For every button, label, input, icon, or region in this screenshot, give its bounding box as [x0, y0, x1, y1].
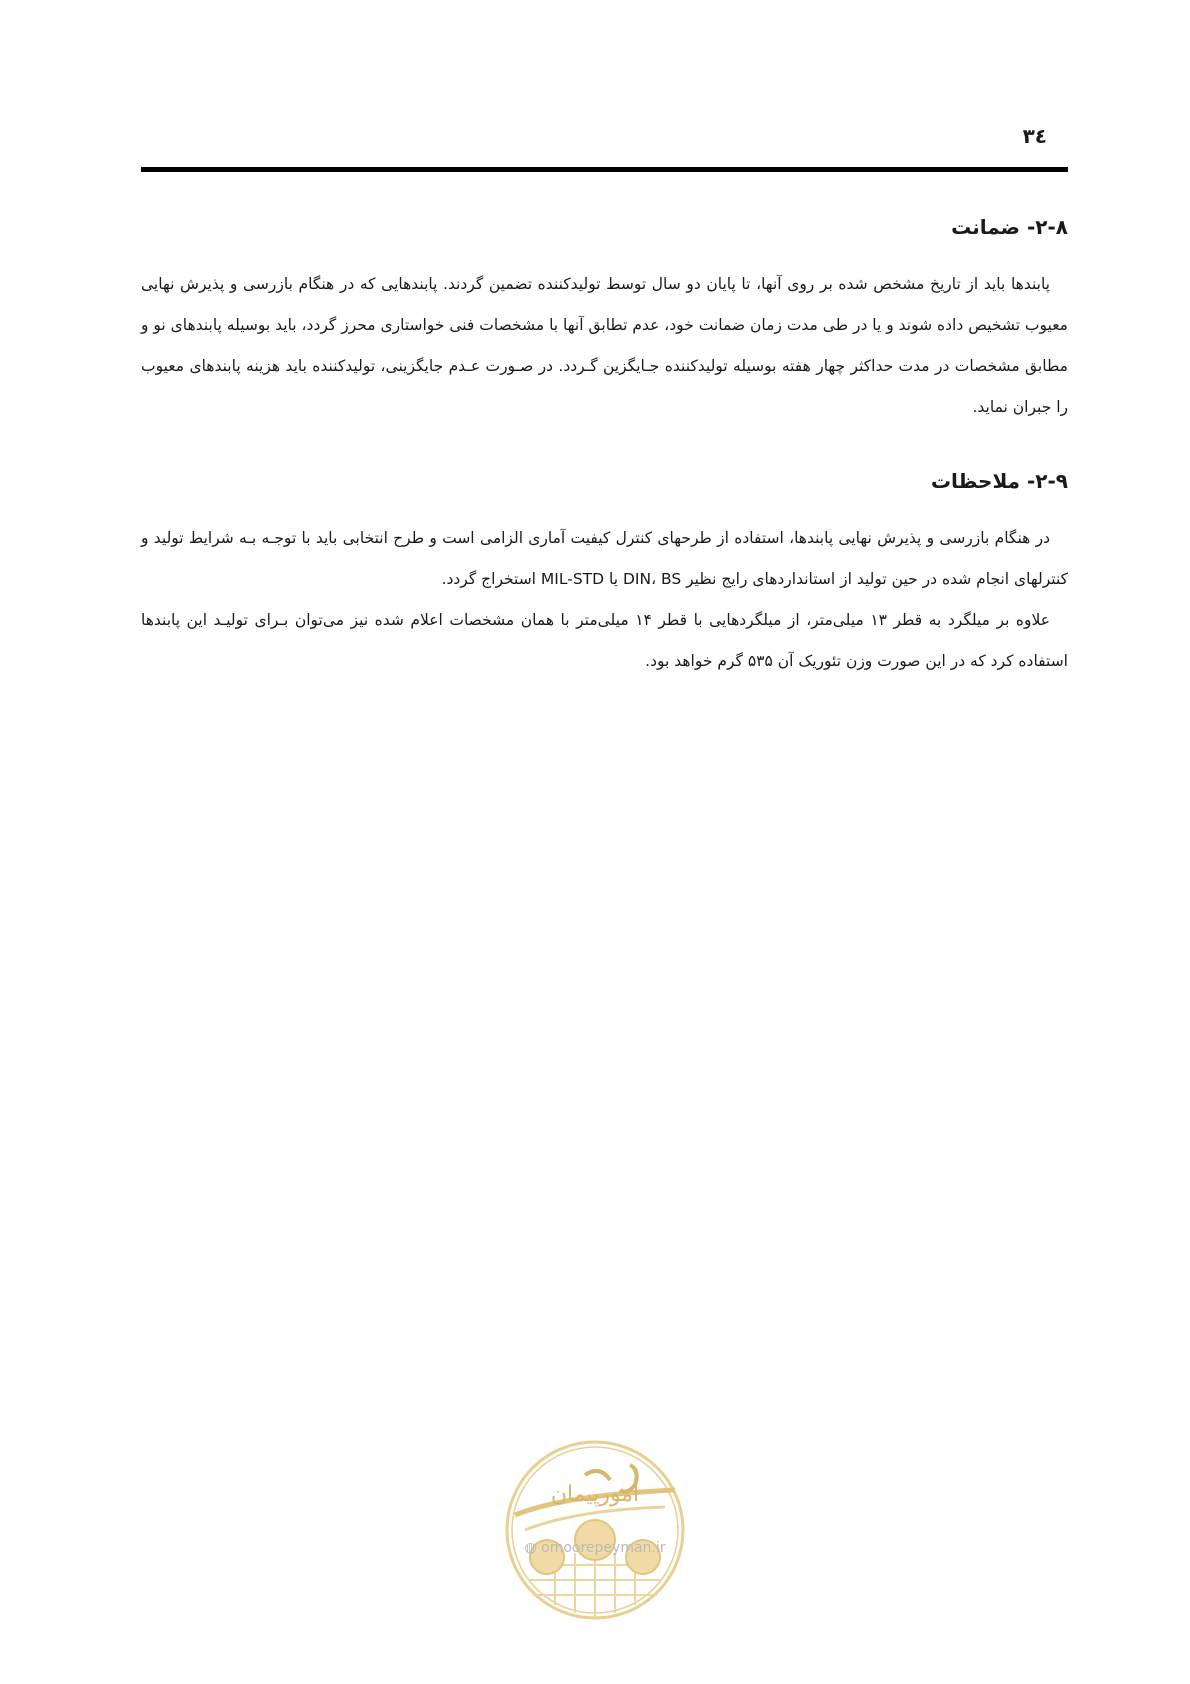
section-heading: ۲-۹- ملاحظات — [930, 469, 1068, 493]
globe-icon: ◍ — [524, 1540, 537, 1556]
watermark-site — [485, 1540, 705, 1556]
watermark-seal-text: امورپیمان — [550, 1482, 640, 1507]
header-rule — [141, 167, 1068, 172]
paragraph: علاوه بر میلگرد به قطر ۱۳ میلی‌متر، از میلگردهایی با قطر ۱۴ میلی‌متر با همان مشخصات اعلام شده نیز می‌توان بـرای تولیـد این پابندها استفاده کرد که در این صورت وزن تئوریک آن ۵۳۵ گرم خواهد بود. — [141, 611, 1068, 670]
paragraph: در هنگام بازرسی و پذیرش نهایی پابندها، استفاده از طرحهای کنترل کیفیت آماری الزامی است و طرح انتخابی باید با توجـه بـه شرایط تولید و کنترلهای انجام شده در حین تولید از استانداردهای رایج نظیر DIN، BS یا MIL-STD استخراج گردد. — [141, 529, 1068, 588]
paragraph: پابندها باید از تاریخ مشخص شده بر روی آنها، تا پایان دو سال توسط تولیدکننده تضمین گردند. پابندهایی که در هنگام بازرسی و پذیرش نهایی معیوب تشخیص داده شوند و یا در طی مدت زمان ضمانت خود، عدم تطابق آنها با مشخصات فنی خواستاری محرز گردد، باید بوسیله پابندهای نو و مطابق مشخصات در مدت حداکثر چهار هفته بوسیله تولیدکننده جـایگزین گـردد. در صـورت عـدم جایگزینی، تولیدکننده باید هزینه پابندهای معیوب را جبران نماید. — [141, 275, 1068, 416]
page-number: ۳٤ — [1022, 124, 1047, 148]
section-considerations — [141, 464, 1068, 682]
watermark-site-text: omoorepeyman.ir — [541, 1540, 666, 1556]
document-body — [141, 210, 1068, 718]
section-guarantee — [141, 210, 1068, 428]
section-heading: ۲-۸- ضمانت — [951, 215, 1068, 239]
